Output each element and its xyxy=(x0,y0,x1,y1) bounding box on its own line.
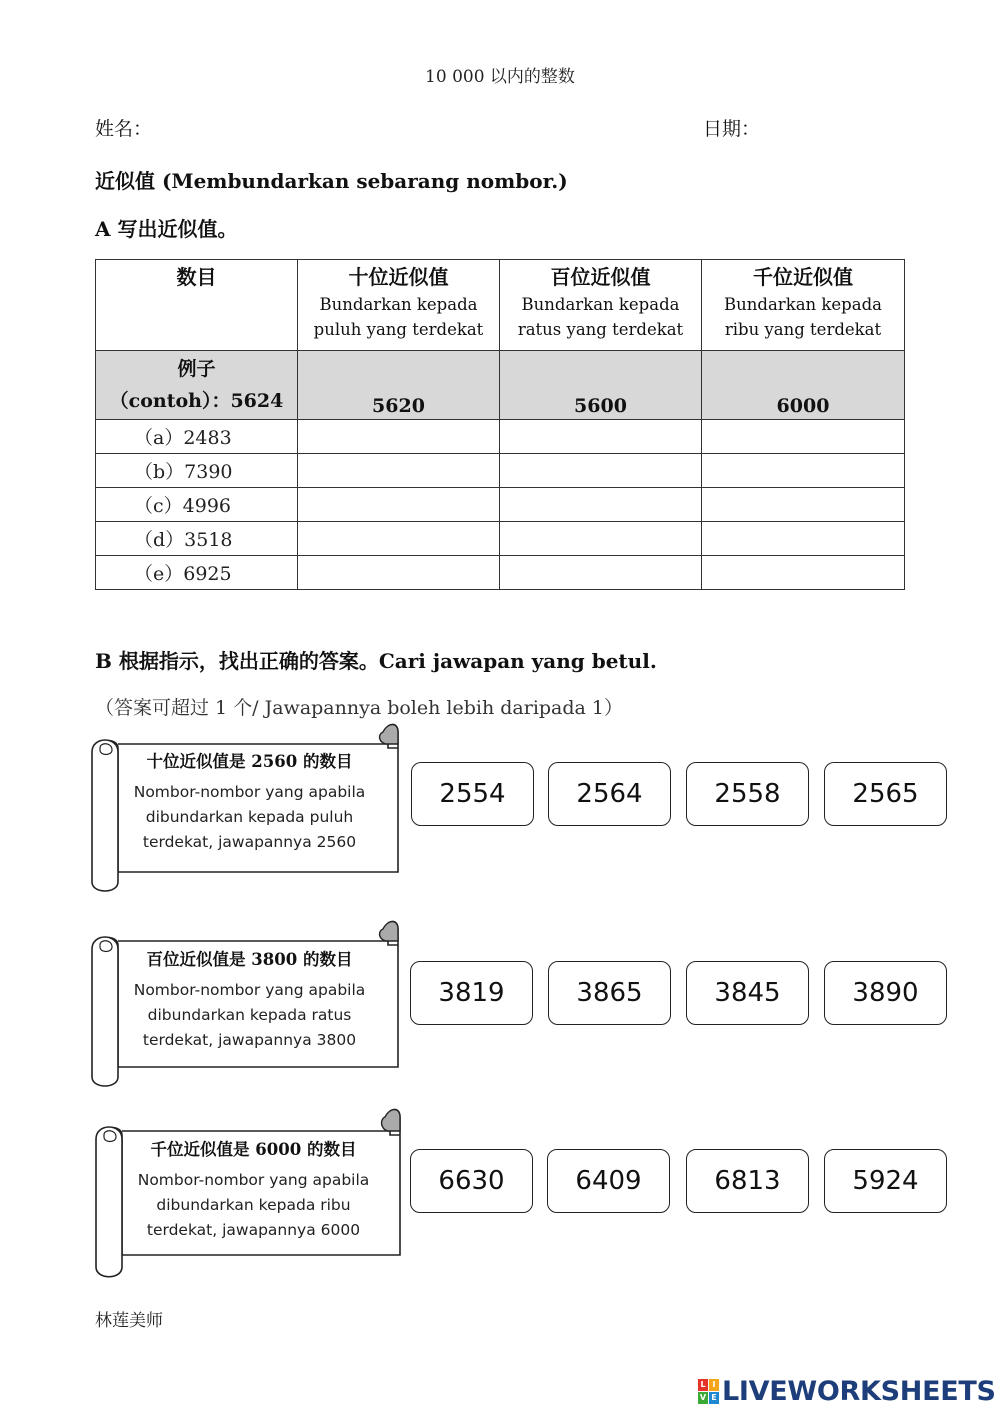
example-tens: 5620 xyxy=(298,351,500,420)
header-tens: 十位近似值 Bundarkan kepada puluh yang terdekat xyxy=(298,260,500,351)
example-label: 例子 （contoh）：5624 xyxy=(96,351,298,420)
example-thousands: 6000 xyxy=(702,351,905,420)
answer-input[interactable] xyxy=(702,555,908,590)
section-a-title: A 写出近似值。 xyxy=(95,217,238,241)
option-box-2-3[interactable]: 3845 xyxy=(686,961,809,1025)
example-row xyxy=(96,351,905,420)
liveworksheets-logo xyxy=(698,1376,996,1407)
scroll-desc-1c: terdekat, jawapannya 2560 xyxy=(142,833,357,851)
row-label: （e）6925 xyxy=(96,556,298,590)
logo-letter: L xyxy=(698,1379,708,1391)
option-box-3-4[interactable]: 5924 xyxy=(824,1149,947,1213)
name-label: 姓名： xyxy=(95,118,153,140)
answer-input[interactable] xyxy=(298,419,503,454)
answer-tens-field[interactable] xyxy=(298,488,500,522)
answer-hundreds-field[interactable] xyxy=(500,522,702,556)
option-box-2-4[interactable]: 3890 xyxy=(824,961,947,1025)
scroll-desc-2c: terdekat, jawapannya 3800 xyxy=(142,1031,357,1049)
scroll-desc-1a: Nombor-nombor yang apabila xyxy=(133,783,366,801)
table-row xyxy=(96,522,905,556)
answer-input[interactable] xyxy=(702,453,908,488)
answer-thousands-field[interactable] xyxy=(702,556,905,590)
answer-input[interactable] xyxy=(298,453,503,488)
option-box-1-3[interactable]: 2558 xyxy=(686,762,809,826)
row-label: （c）4996 xyxy=(96,488,298,522)
answer-thousands-field[interactable] xyxy=(702,522,905,556)
scroll-desc-1b: dibundarkan kepada puluh xyxy=(145,808,354,826)
scroll-title-2: 百位近似值是 3800 的数目 xyxy=(146,950,353,969)
answer-hundreds-field[interactable] xyxy=(500,488,702,522)
logo-mark-icon xyxy=(698,1379,719,1404)
scroll-title-1: 十位近似值是 2560 的数目 xyxy=(146,752,353,771)
name-field[interactable] xyxy=(160,112,604,142)
option-box-3-3[interactable]: 6813 xyxy=(686,1149,809,1213)
header-number: 数目 xyxy=(96,260,298,351)
answer-input[interactable] xyxy=(500,521,705,556)
page-title: 10 000 以内的整数 xyxy=(425,67,575,87)
option-box-3-2[interactable]: 6409 xyxy=(547,1149,670,1213)
answer-tens-field[interactable] xyxy=(298,454,500,488)
teacher-name: 林莲美师 xyxy=(95,1311,163,1331)
answer-input[interactable] xyxy=(702,521,908,556)
answer-tens-field[interactable] xyxy=(298,420,500,454)
logo-letter: V xyxy=(699,1393,707,1402)
answer-input[interactable] xyxy=(298,555,503,590)
header-hundreds: 百位近似值 Bundarkan kepada ratus yang terdekat xyxy=(500,260,702,351)
logo-letter: E xyxy=(709,1392,719,1404)
row-label: （a）2483 xyxy=(96,420,298,454)
answer-input[interactable] xyxy=(500,419,705,454)
scroll-desc-3c: terdekat, jawapannya 6000 xyxy=(146,1221,361,1239)
answer-input[interactable] xyxy=(298,487,503,522)
scroll-desc-2a: Nombor-nombor yang apabila xyxy=(133,981,366,999)
answer-hundreds-field[interactable] xyxy=(500,420,702,454)
logo-letter: I xyxy=(709,1379,719,1391)
table-header-row xyxy=(96,260,905,351)
answer-hundreds-field[interactable] xyxy=(500,454,702,488)
option-box-1-4[interactable]: 2565 xyxy=(824,762,947,826)
answer-thousands-field[interactable] xyxy=(702,454,905,488)
section-b-note: （答案可超过 1 个/ Jawapannya boleh lebih daripada 1） xyxy=(95,697,624,719)
answer-thousands-field[interactable] xyxy=(702,420,905,454)
answer-input[interactable] xyxy=(702,487,908,522)
answer-tens-field[interactable] xyxy=(298,522,500,556)
answer-hundreds-field[interactable] xyxy=(500,556,702,590)
table-row xyxy=(96,556,905,590)
option-box-2-1[interactable]: 3819 xyxy=(410,961,533,1025)
option-box-2-2[interactable]: 3865 xyxy=(548,961,671,1025)
topic-heading: 近似值 (Membundarkan sebarang nombor.) xyxy=(95,169,568,193)
rounding-table xyxy=(95,259,905,590)
date-field[interactable] xyxy=(765,112,949,142)
scroll-desc-3b: dibundarkan kepada ribu xyxy=(156,1196,351,1214)
table-row xyxy=(96,420,905,454)
scroll-desc-3a: Nombor-nombor yang apabila xyxy=(137,1171,370,1189)
table-row xyxy=(96,488,905,522)
example-hundreds: 5600 xyxy=(500,351,702,420)
option-box-3-1[interactable]: 6630 xyxy=(410,1149,533,1213)
logo-text: LIVEWORKSHEETS xyxy=(722,1376,996,1407)
answer-thousands-field[interactable] xyxy=(702,488,905,522)
date-label: 日期： xyxy=(703,118,761,140)
table-row xyxy=(96,454,905,488)
option-box-1-2[interactable]: 2564 xyxy=(548,762,671,826)
row-label: （b）7390 xyxy=(96,454,298,488)
row-label: （d）3518 xyxy=(96,522,298,556)
answer-input[interactable] xyxy=(500,555,705,590)
answer-input[interactable] xyxy=(500,487,705,522)
section-b-title: B 根据指示，找出正确的答案。Cari jawapan yang betul. xyxy=(95,649,657,673)
answer-input[interactable] xyxy=(500,453,705,488)
scroll-desc-2b: dibundarkan kepada ratus xyxy=(147,1006,352,1024)
answer-input[interactable] xyxy=(702,419,908,454)
option-box-1-1[interactable]: 2554 xyxy=(411,762,534,826)
answer-input[interactable] xyxy=(298,521,503,556)
header-thousands: 千位近似值 Bundarkan kepada ribu yang terdekat xyxy=(702,260,905,351)
scroll-title-3: 千位近似值是 6000 的数目 xyxy=(150,1140,357,1159)
answer-tens-field[interactable] xyxy=(298,556,500,590)
